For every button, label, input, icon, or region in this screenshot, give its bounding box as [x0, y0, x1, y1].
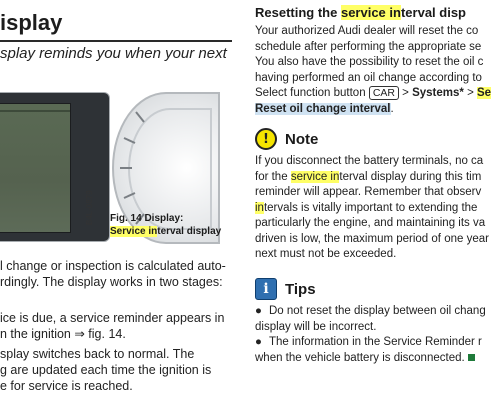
- tips-body: ● Do not reset the display between oil chang display will be incorrect. ● The information in the Service Reminder r when the vehicle battery is disconnected.: [255, 304, 500, 366]
- tips-label: Tips: [285, 280, 316, 298]
- intro-text: splay reminds you when your next: [0, 45, 227, 62]
- car-key-button: CAR: [369, 86, 399, 100]
- paragraph-stage-two: splay switches back to normal. The g are updated each time the ignition is e for service is reached.: [0, 347, 212, 393]
- note-header: [255, 128, 318, 150]
- note-label: Note: [285, 130, 319, 148]
- end-of-section-icon: [468, 354, 475, 361]
- exclamation-icon: !: [255, 128, 277, 150]
- figure-caption: Fig. 14 Display: Service interval display: [110, 213, 222, 237]
- tips-header: [255, 276, 316, 302]
- display-top-bar: [0, 110, 70, 112]
- section-title: isplay: [0, 10, 63, 35]
- paragraph-stage-one: ice is due, a service reminder appears in n the ignition ⇒ fig. 14.: [0, 311, 225, 341]
- reset-heading: Resetting the service interval disp: [255, 5, 466, 20]
- instrument-cluster-image: [0, 92, 110, 242]
- note-body: If you disconnect the battery terminals, no ca for the service interval display during this tim reminder will appear. Remember that observ intervals is vitally important to extending the particularly the engine, and maintaining its va driven is low, the maximum period of one year next must not be exceeded.: [255, 155, 489, 260]
- figure-code: B4L-0879: [85, 190, 94, 226]
- info-icon: i: [255, 278, 277, 300]
- tip-item: ● The information in the Service Reminder r: [255, 336, 482, 348]
- reset-oil-change-interval-menu: Reset oil change interval: [255, 102, 391, 115]
- reset-instructions: Your authorized Audi dealer will reset the co schedule after performing the appropriate se You also have the possibility to reset the oil c having performed an oil change according to Select function button CAR > Systems* > Se Reset oil change interval.: [255, 25, 492, 115]
- cluster-display-screen: [0, 103, 71, 233]
- tip-item: ● Do not reset the display between oil chang: [255, 305, 486, 317]
- title-rule: [0, 40, 232, 42]
- paragraph-calculation: l change or inspection is calculated auto- rdingly. The display works in two stages:: [0, 259, 226, 289]
